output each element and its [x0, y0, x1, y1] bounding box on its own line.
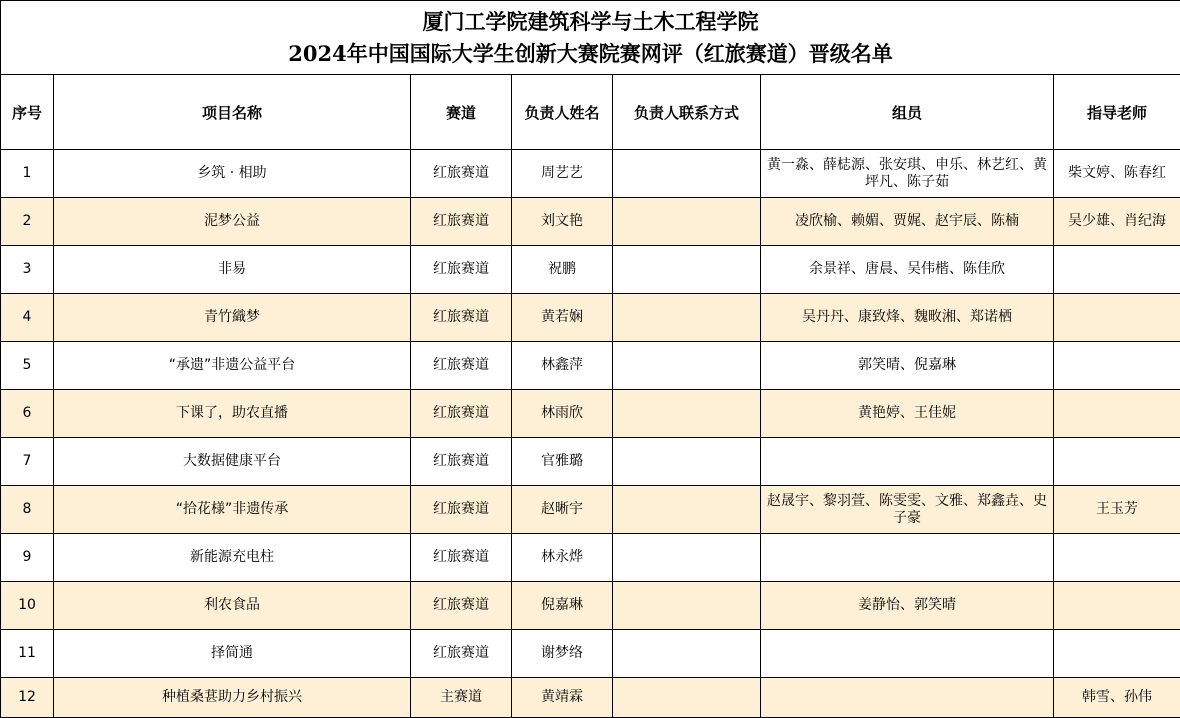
cell-members: [761, 534, 1054, 582]
cell-track: 主赛道: [411, 678, 512, 718]
cell-advisor: [1054, 438, 1180, 486]
cell-track: 红旅赛道: [411, 342, 512, 390]
header-row: [1, 75, 1180, 150]
cell-project: 泥梦公益: [54, 198, 411, 246]
cell-advisor: [1054, 534, 1180, 582]
cell-seq: 2: [1, 198, 54, 246]
cell-seq: 6: [1, 390, 54, 438]
cell-track: 红旅赛道: [411, 438, 512, 486]
cell-members: [761, 438, 1054, 486]
cell-advisor: [1054, 390, 1180, 438]
header-project: 项目名称: [54, 75, 411, 150]
table-body: [1, 150, 1180, 718]
cell-project: 新能源充电柱: [54, 534, 411, 582]
cell-members: 余景祥、唐晨、吴伟楷、陈佳欣: [761, 246, 1054, 294]
title-line-1: 厦门工学院建筑科学与土木工程学院: [422, 8, 759, 34]
cell-track: 红旅赛道: [411, 198, 512, 246]
cell-project: 非易: [54, 246, 411, 294]
cell-seq: 7: [1, 438, 54, 486]
cell-seq: 3: [1, 246, 54, 294]
cell-members: 黄艳婷、王佳妮: [761, 390, 1054, 438]
cell-project: 乡筑 · 相助: [54, 150, 411, 198]
cell-track: 红旅赛道: [411, 630, 512, 678]
cell-seq: 9: [1, 534, 54, 582]
cell-track: 红旅赛道: [411, 150, 512, 198]
cell-track: 红旅赛道: [411, 294, 512, 342]
cell-leader: 黄若娴: [512, 294, 613, 342]
table-row: [1, 294, 1180, 342]
cell-seq: 1: [1, 150, 54, 198]
cell-contact: [613, 246, 761, 294]
cell-leader: 刘文艳: [512, 198, 613, 246]
table-row: [1, 630, 1180, 678]
cell-members: 赵晟宇、黎羽萱、陈雯雯、文雅、郑鑫垚、史子豪: [761, 486, 1054, 534]
cell-seq: 12: [1, 678, 54, 718]
cell-leader: 官雅璐: [512, 438, 613, 486]
cell-seq: 11: [1, 630, 54, 678]
cell-project: 下课了，助农直播: [54, 390, 411, 438]
header-leader: 负责人姓名: [512, 75, 613, 150]
cell-track: 红旅赛道: [411, 582, 512, 630]
cell-seq: 4: [1, 294, 54, 342]
cell-contact: [613, 630, 761, 678]
cell-project: “承遗”非遗公益平台: [54, 342, 411, 390]
cell-advisor: 韩雪、孙伟: [1054, 678, 1180, 718]
cell-members: 吴丹丹、康致烽、魏畋湘、郑诺栖: [761, 294, 1054, 342]
header-contact: 负责人联系方式: [613, 75, 761, 150]
table-row: [1, 678, 1180, 718]
table-row: [1, 150, 1180, 198]
cell-leader: 林雨欣: [512, 390, 613, 438]
header-seq: 序号: [1, 75, 54, 150]
cell-leader: 周艺艺: [512, 150, 613, 198]
cell-track: 红旅赛道: [411, 246, 512, 294]
cell-contact: [613, 294, 761, 342]
cell-track: 红旅赛道: [411, 486, 512, 534]
cell-seq: 5: [1, 342, 54, 390]
cell-seq: 10: [1, 582, 54, 630]
cell-contact: [613, 390, 761, 438]
cell-advisor: 柴文婷、陈春红: [1054, 150, 1180, 198]
cell-members: 姜静怡、郭笑晴: [761, 582, 1054, 630]
cell-contact: [613, 582, 761, 630]
cell-track: 红旅赛道: [411, 534, 512, 582]
cell-leader: 赵晰宇: [512, 486, 613, 534]
cell-advisor: 吴少雄、肖纪海: [1054, 198, 1180, 246]
cell-contact: [613, 678, 761, 718]
cell-leader: 祝鹏: [512, 246, 613, 294]
header-track: 赛道: [411, 75, 512, 150]
table-row: [1, 390, 1180, 438]
cell-contact: [613, 438, 761, 486]
cell-leader: 黄靖霖: [512, 678, 613, 718]
table-row: [1, 246, 1180, 294]
cell-project: 利农食品: [54, 582, 411, 630]
table-row: [1, 198, 1180, 246]
cell-members: [761, 630, 1054, 678]
document-title: [1, 1, 1180, 75]
table-row: [1, 534, 1180, 582]
cell-project: 种植桑葚助力乡村振兴: [54, 678, 411, 718]
cell-advisor: [1054, 246, 1180, 294]
cell-advisor: [1054, 630, 1180, 678]
cell-advisor: [1054, 582, 1180, 630]
cell-contact: [613, 342, 761, 390]
table-row: [1, 438, 1180, 486]
cell-members: 黄一淼、薛梽源、张安琪、申乐、林艺红、黄坪凡、陈子茹: [761, 150, 1054, 198]
table-row: [1, 342, 1180, 390]
cell-project: 择简通: [54, 630, 411, 678]
cell-leader: 谢梦络: [512, 630, 613, 678]
cell-contact: [613, 198, 761, 246]
cell-leader: 林永烨: [512, 534, 613, 582]
cell-advisor: [1054, 342, 1180, 390]
cell-advisor: [1054, 294, 1180, 342]
cell-members: [761, 678, 1054, 718]
cell-leader: 林鑫萍: [512, 342, 613, 390]
cell-track: 红旅赛道: [411, 390, 512, 438]
cell-contact: [613, 534, 761, 582]
cell-contact: [613, 486, 761, 534]
title-line-2: 2024年中国国际大学生创新大赛院赛网评（红旅赛道）晋级名单: [288, 40, 893, 66]
cell-advisor: 王玉芳: [1054, 486, 1180, 534]
header-members: 组员: [761, 75, 1054, 150]
cell-members: 郭笑晴、倪嘉琳: [761, 342, 1054, 390]
table-row: [1, 486, 1180, 534]
header-advisor: 指导老师: [1054, 75, 1180, 150]
cell-contact: [613, 150, 761, 198]
cell-project: 大数据健康平台: [54, 438, 411, 486]
cell-leader: 倪嘉琳: [512, 582, 613, 630]
cell-seq: 8: [1, 486, 54, 534]
table-row: [1, 582, 1180, 630]
cell-project: “拾花様”非遗传承: [54, 486, 411, 534]
cell-project: 青竹織梦: [54, 294, 411, 342]
cell-members: 凌欣榆、赖媚、贾娓、赵宇辰、陈楠: [761, 198, 1054, 246]
